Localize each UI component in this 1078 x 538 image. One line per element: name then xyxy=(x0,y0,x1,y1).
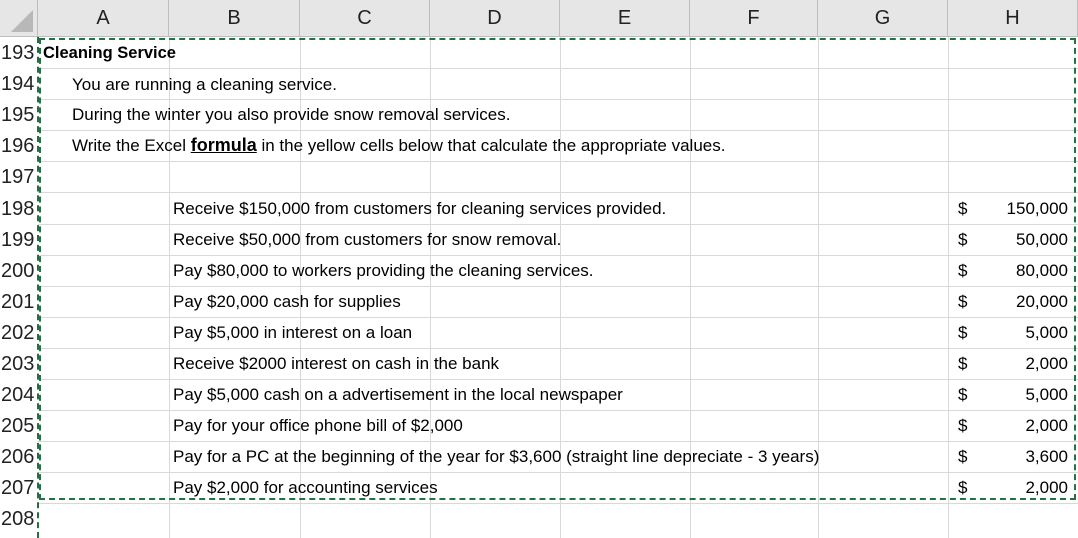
item-amount[interactable]: 2,000 xyxy=(1025,354,1068,373)
item-currency: $ xyxy=(958,261,968,280)
item-amount[interactable]: 5,000 xyxy=(1025,323,1068,342)
row-header-201[interactable]: 201 xyxy=(0,287,38,317)
row-header-196[interactable]: 196 xyxy=(0,131,38,161)
column-header-a[interactable]: A xyxy=(38,0,169,37)
row-header-193[interactable]: 193 xyxy=(0,38,38,68)
column-header-f[interactable]: F xyxy=(690,0,818,37)
item-amount[interactable]: 3,600 xyxy=(1025,447,1068,466)
instruction-after: in the yellow cells below that calculate the appropriate values. xyxy=(256,136,726,155)
instruction-before: Write the Excel xyxy=(72,136,191,155)
item-description[interactable]: Pay $2,000 for accounting services xyxy=(173,478,438,497)
item-currency: $ xyxy=(958,385,968,404)
item-amount[interactable]: 50,000 xyxy=(1016,230,1068,249)
item-amount[interactable]: 2,000 xyxy=(1025,478,1068,497)
cell-a193-title[interactable]: Cleaning Service xyxy=(43,44,176,62)
item-currency: $ xyxy=(958,230,968,249)
item-description[interactable]: Pay for your office phone bill of $2,000 xyxy=(173,416,463,435)
item-description[interactable]: Receive $2000 interest on cash in the bank xyxy=(173,354,500,373)
item-description[interactable]: Pay $20,000 cash for supplies xyxy=(173,292,401,311)
item-description[interactable]: Pay $5,000 cash on a advertisement in the local newspaper xyxy=(173,385,623,404)
row-header-197[interactable]: 197 xyxy=(0,162,38,192)
row-header-205[interactable]: 205 xyxy=(0,411,38,441)
item-currency: $ xyxy=(958,199,968,218)
row-header-203[interactable]: 203 xyxy=(0,349,38,379)
column-header-d[interactable]: D xyxy=(430,0,560,37)
column-header-c[interactable]: C xyxy=(300,0,430,37)
row-header-200[interactable]: 200 xyxy=(0,256,38,286)
column-header-b[interactable]: B xyxy=(169,0,300,37)
select-all-corner[interactable] xyxy=(0,0,38,37)
row-header-194[interactable]: 194 xyxy=(0,69,38,99)
item-description[interactable]: Pay for a PC at the beginning of the year for $3,600 (straight line depreciate - 3 years) xyxy=(173,447,820,466)
row-header-198[interactable]: 198 xyxy=(0,194,38,224)
instruction-emphasis: formula xyxy=(190,135,257,155)
item-currency: $ xyxy=(958,447,968,466)
item-currency: $ xyxy=(958,323,968,342)
column-header-g[interactable]: G xyxy=(818,0,948,37)
item-currency: $ xyxy=(958,416,968,435)
item-currency: $ xyxy=(958,354,968,373)
row-header-199[interactable]: 199 xyxy=(0,225,38,255)
item-description[interactable]: Pay $5,000 in interest on a loan xyxy=(173,323,413,342)
item-description[interactable]: Receive $50,000 from customers for snow removal. xyxy=(173,230,562,249)
row-header-195[interactable]: 195 xyxy=(0,100,38,130)
item-amount[interactable]: 5,000 xyxy=(1025,385,1068,404)
row-header-207[interactable]: 207 xyxy=(0,473,38,503)
row-header-206[interactable]: 206 xyxy=(0,442,38,472)
cell-a194-intro[interactable]: You are running a cleaning service. xyxy=(72,75,337,94)
row-header-202[interactable]: 202 xyxy=(0,318,38,348)
item-amount[interactable]: 20,000 xyxy=(1016,292,1068,311)
row-header-204[interactable]: 204 xyxy=(0,380,38,410)
row-header-208[interactable]: 208 xyxy=(0,504,38,534)
item-currency: $ xyxy=(958,292,968,311)
item-amount[interactable]: 80,000 xyxy=(1016,261,1068,280)
item-description[interactable]: Pay $80,000 to workers providing the cleaning services. xyxy=(173,261,594,280)
item-description[interactable]: Receive $150,000 from customers for cleaning services provided. xyxy=(173,199,667,218)
item-amount[interactable]: 2,000 xyxy=(1025,416,1068,435)
item-currency: $ xyxy=(958,478,968,497)
cell-a196-instruction[interactable] xyxy=(72,130,725,161)
column-header-h[interactable]: H xyxy=(948,0,1078,37)
column-header-e[interactable]: E xyxy=(560,0,690,37)
cell-a195-intro[interactable]: During the winter you also provide snow removal services. xyxy=(72,105,511,124)
item-amount[interactable]: 150,000 xyxy=(1006,199,1068,218)
